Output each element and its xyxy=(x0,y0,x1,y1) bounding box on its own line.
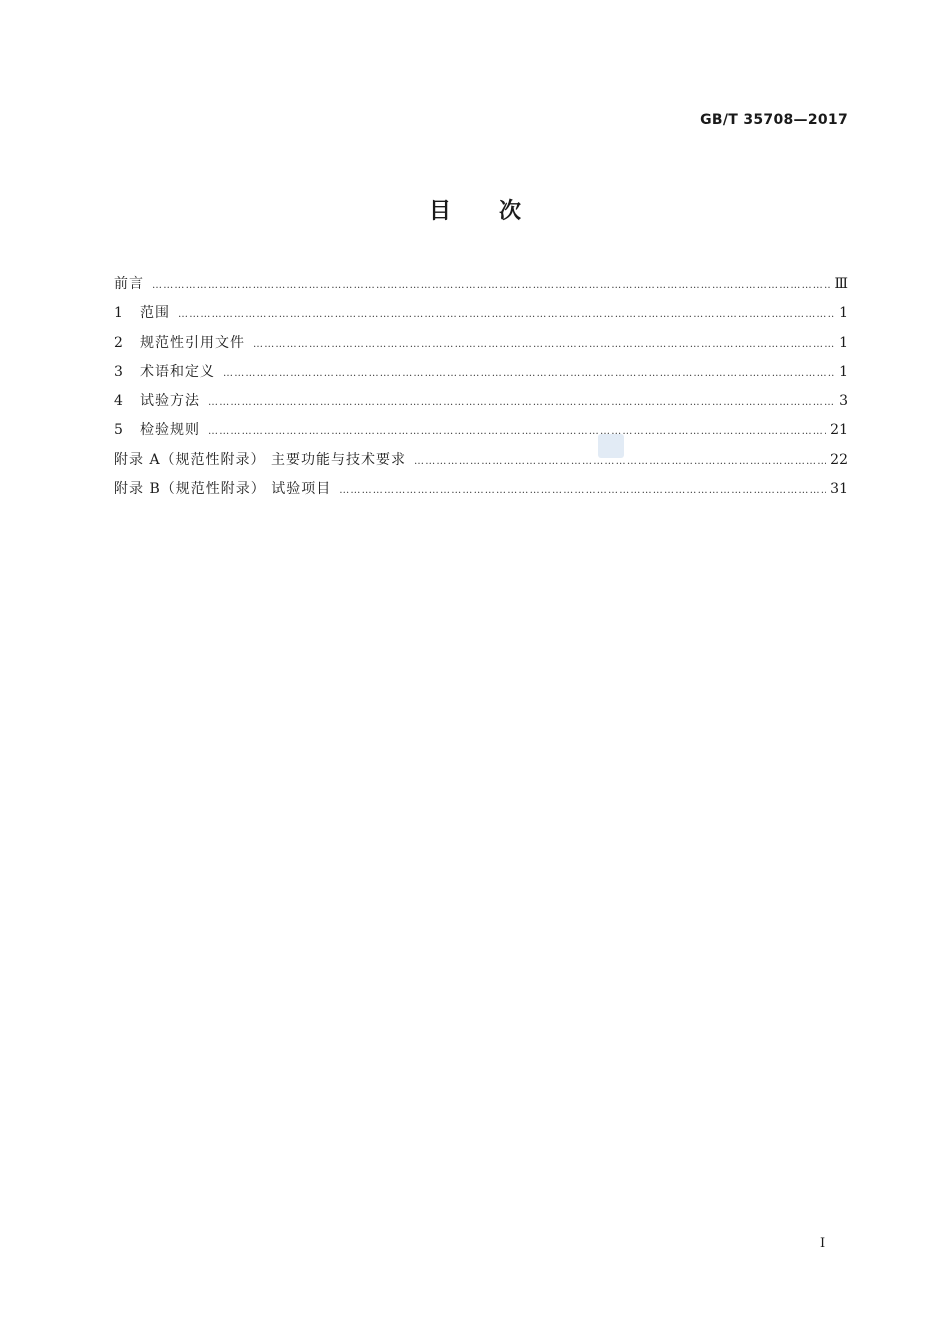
toc-dot-leader xyxy=(339,476,826,505)
toc-entry-terms-definitions[interactable] xyxy=(114,358,848,387)
toc-entry-normative-references[interactable] xyxy=(114,329,848,358)
toc-entry-label: 规范性引用文件 xyxy=(140,334,245,351)
toc-entry-foreword[interactable] xyxy=(114,270,848,299)
table-of-contents xyxy=(114,270,848,504)
watermark-logo xyxy=(598,434,624,458)
toc-dot-leader xyxy=(208,417,826,446)
toc-entry-label: 检验规则 xyxy=(140,422,200,439)
toc-entry-scope[interactable] xyxy=(114,299,848,328)
toc-entry-page: 1 xyxy=(839,363,848,380)
page-title: 目次 xyxy=(428,199,569,224)
toc-dot-leader xyxy=(152,271,830,300)
toc-entry-number: 5 xyxy=(114,422,123,439)
toc-entry-number: 2 xyxy=(114,334,123,351)
toc-entry-label: 术语和定义 xyxy=(140,363,215,380)
toc-entry-page: 31 xyxy=(830,481,848,498)
toc-entry-label: 范围 xyxy=(140,305,170,322)
toc-entry-label: 附录 A（规范性附录） 主要功能与技术要求 xyxy=(114,451,407,468)
toc-dot-leader xyxy=(223,359,835,388)
toc-entry-number: 4 xyxy=(114,393,123,410)
toc-dot-leader xyxy=(178,300,835,329)
page-number: I xyxy=(820,1236,826,1251)
toc-entry-page: 1 xyxy=(839,334,848,351)
toc-dot-leader xyxy=(253,330,835,359)
toc-entry-inspection-rules[interactable] xyxy=(114,416,848,445)
toc-entry-label: 前言 xyxy=(114,276,144,292)
standard-code: GB/T 35708—2017 xyxy=(700,112,848,128)
toc-entry-annex-b[interactable] xyxy=(114,475,848,504)
toc-entry-label: 附录 B（规范性附录） 试验项目 xyxy=(114,481,332,498)
toc-entry-label: 试验方法 xyxy=(140,393,200,410)
toc-entry-page: 1 xyxy=(839,305,848,322)
toc-entry-page: Ⅲ xyxy=(834,276,848,292)
toc-entry-test-methods[interactable] xyxy=(114,387,848,416)
toc-entry-page: 22 xyxy=(830,451,848,468)
toc-entry-number: 3 xyxy=(114,363,123,380)
toc-entry-page: 3 xyxy=(839,393,848,410)
toc-dot-leader xyxy=(208,388,835,417)
toc-entry-page: 21 xyxy=(830,422,848,439)
toc-entry-number: 1 xyxy=(114,305,123,322)
toc-entry-annex-a[interactable] xyxy=(114,446,848,475)
